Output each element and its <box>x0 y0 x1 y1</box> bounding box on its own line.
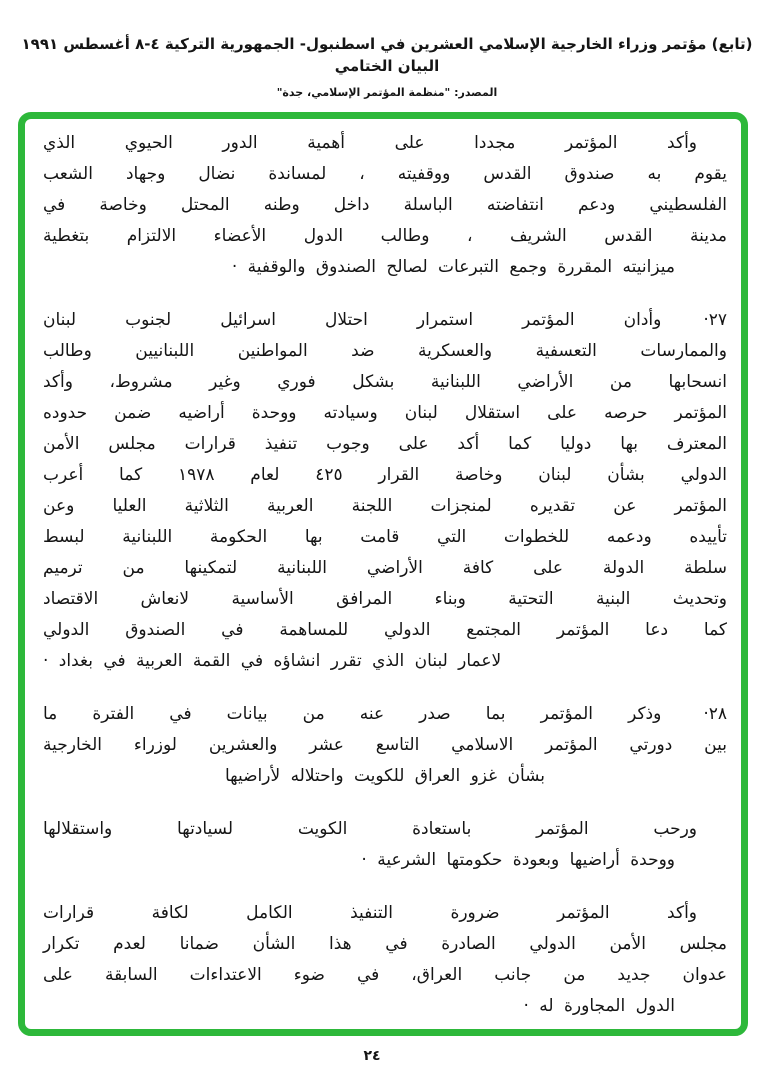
paragraph <box>43 699 727 792</box>
text-line: وأكد المؤتمر مجددا على أهمية الدور الحيوي الذي <box>43 133 697 153</box>
text-line: الدول المجاورة له · <box>523 996 675 1016</box>
text-line: الفلسطيني ودعم انتفاضته الباسلة داخل وطنه المحتل وخاصة في <box>43 195 727 215</box>
document-source: المصدر: "منظمة المؤتمر الإسلامي، جدة" <box>276 86 498 99</box>
text-line: المؤتمر حرصه على استقلال لبنان وسيادته ووحدة أراضيه ضمن حدوده <box>43 403 727 423</box>
text-line: ميزانيته المقررة وجمع التبرعات لصالح الصندوق والوقفية · <box>231 257 675 277</box>
paragraph-number: ٢٨· <box>703 704 727 724</box>
text-line: تأييده ودعمه للخطوات التي قامت بها الحكومة اللبنانية لبسط <box>43 527 727 547</box>
text-line: ورحب المؤتمر باستعادة الكويت لسيادتها واستقلالها <box>43 819 697 839</box>
paragraph <box>43 128 727 283</box>
paragraph <box>43 814 727 876</box>
document-body <box>25 119 741 1029</box>
text-line: عدوان جديد من جانب العراق، في ضوء الاعتداءات السابقة على <box>43 965 727 985</box>
text-line: والممارسات التعسفية والعسكرية ضد المواطنين اللبنانيين وطالب <box>43 341 727 361</box>
text-line: وأكد المؤتمر ضرورة التنفيذ الكامل لكافة قرارات <box>43 903 697 923</box>
text-line: ووحدة أراضيها وبعودة حكومتها الشرعية · <box>361 850 675 870</box>
text-line: مدينة القدس الشريف ، وطالب الدول الأعضاء الالتزام بتغطية <box>43 226 727 246</box>
text-line: الدولي بشأن لبنان وخاصة القرار ٤٢٥ لعام ١٩٧٨ كما أعرب <box>43 465 727 485</box>
page-number: ٢٤ <box>363 1048 381 1064</box>
text-line: ٢٧·وأدان المؤتمر استمرار احتلال اسرائيل لجنوب لبنان <box>43 310 727 330</box>
text-line: المؤتمر عن تقديره لمنجزات اللجنة العربية الثلاثية العليا وعن <box>43 496 727 516</box>
text-line: بين دورتي المؤتمر الاسلامي التاسع عشر والعشرين لوزراء الخارجية <box>43 735 727 755</box>
text-line: سلطة الدولة على كافة الأراضي اللبنانية لتمكينها من ترميم <box>43 558 727 578</box>
text-line: وتحديث البنية التحتية وبناء المرافق الأساسية لانعاش الاقتصاد <box>43 589 727 609</box>
document-title: (تابع) مؤتمر وزراء الخارجية الإسلامي العشرين في اسطنبول- الجمهورية التركية ‎٤-٨‎ أغسطس ١٩٩١ البيان الختامي <box>21 35 753 75</box>
text-line: بشأن غزو العراق للكويت واحتلاله لأراضيها <box>224 766 546 786</box>
text-line: مجلس الأمن الدولي الصادرة في هذا الشأن ضمانا لعدم تكرار <box>43 934 727 954</box>
paragraph-number: ٢٧· <box>703 310 727 330</box>
text-line: المعترف بها دوليا كما أكد على وجوب تنفيذ قرارات مجلس الأمن <box>43 434 727 454</box>
highlight-frame <box>18 112 748 1036</box>
text-line: كما دعا المؤتمر المجتمع الدولي للمساهمة في الصندوق الدولي <box>43 620 727 640</box>
text-line: ٢٨·وذكر المؤتمر بما صدر عنه من بيانات في الفترة ما <box>43 704 727 724</box>
text-line: يقوم به صندوق القدس ووقفيته ، لمساندة نضال وجهاد الشعب <box>43 164 727 184</box>
text-line: لاعمار لبنان الذي تقرر انشاؤه في القمة العربية في بغداد · <box>43 651 502 671</box>
document-header <box>0 0 774 99</box>
text-line: انسحابها من الأراضي اللبنانية بشكل فوري وغير مشروط، وأكد <box>43 372 727 392</box>
paragraph <box>43 305 727 677</box>
paragraph <box>43 898 727 1022</box>
